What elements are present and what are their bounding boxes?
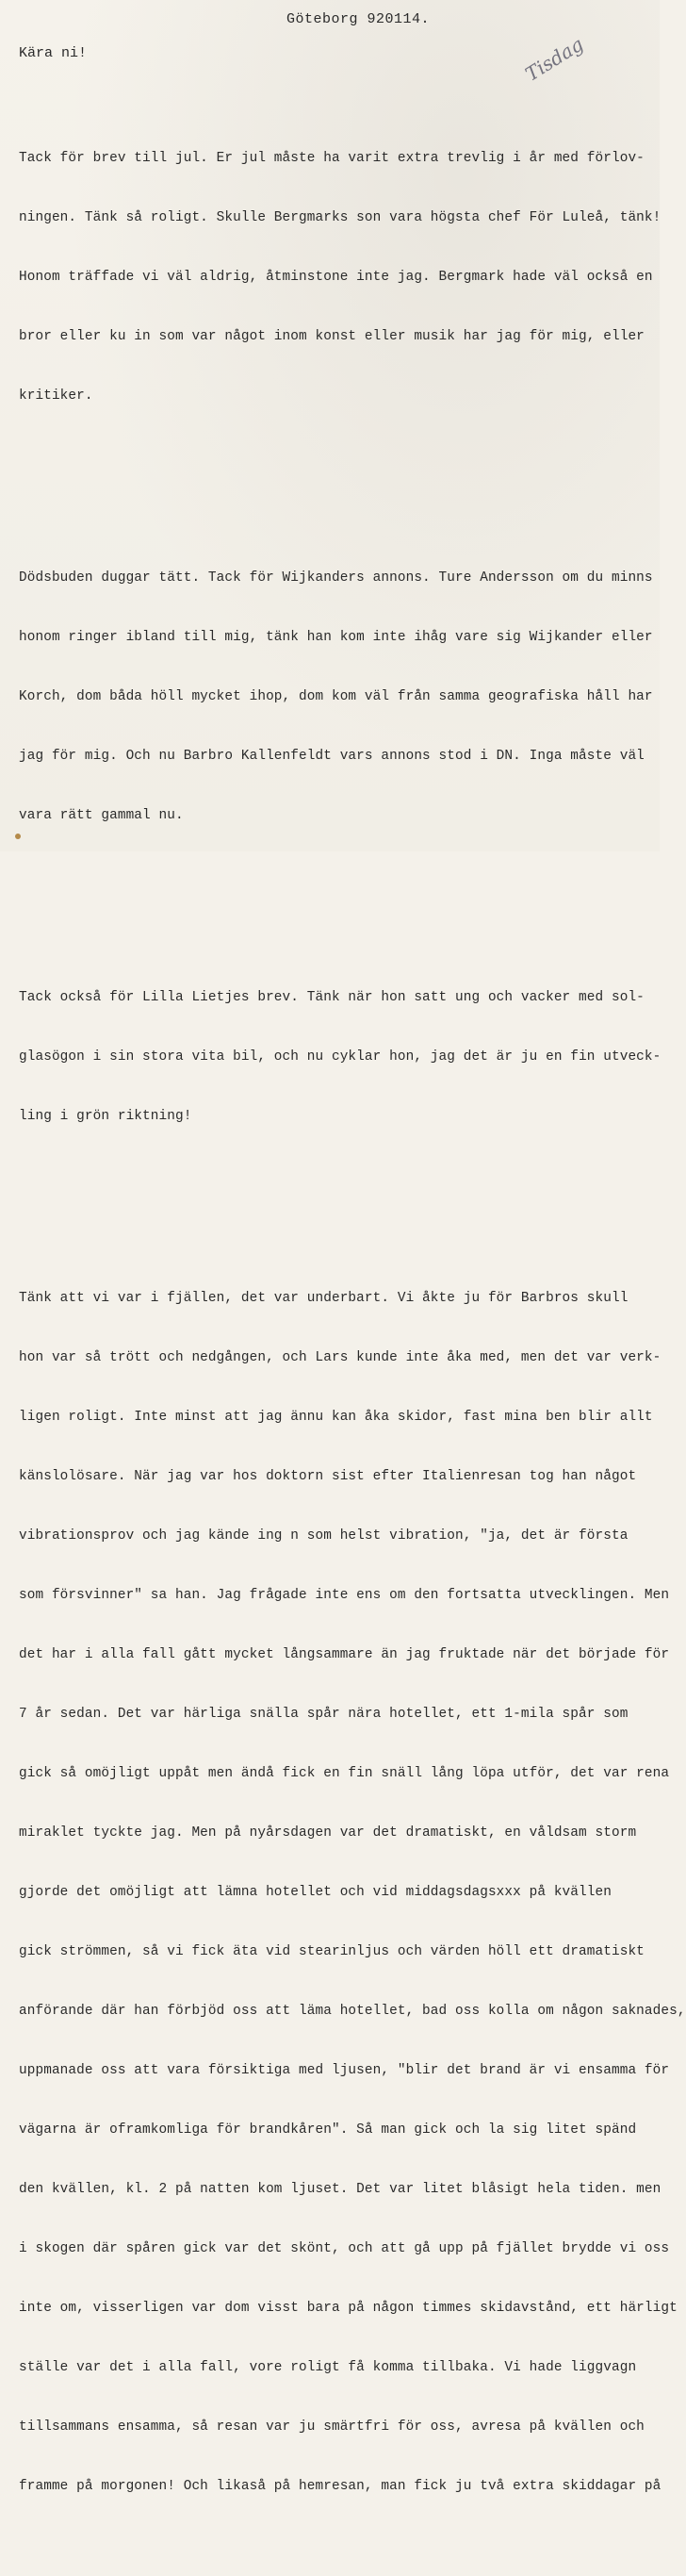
text-line: gick så omöjligt uppåt men ändå fick en fin snäll lång löpa utför, det var rena — [19, 1766, 670, 1781]
text-line: glasögon i sin stora vita bil, och nu cyklar hon, jag det är ju en fin utveck- — [19, 1049, 662, 1065]
text-line: anförande där han förbjöd oss att läma hotellet, bad oss kolla om någon saknades, — [19, 2004, 686, 2019]
text-line: honom ringer ibland till mig, tänk han kom inte ihåg vare sig Wijkander eller — [19, 630, 653, 645]
paragraph-2 — [19, 529, 652, 866]
text-line: ningen. Tänk så roligt. Skulle Bergmarks son vara högsta chef För Luleå, tänk! — [19, 210, 662, 225]
text-line: Tänk att vi var i fjällen, det var underbart. Vi åkte ju för Barbros skull — [19, 1291, 629, 1306]
text-line: kritiker. — [19, 388, 93, 404]
paragraph-1 — [19, 109, 662, 446]
text-line: vägarna är oframkomliga för brandkåren". Så man gick och la sig litet spänd — [19, 2122, 637, 2138]
text-line: vara rätt gammal nu. — [19, 808, 184, 823]
text-line: uppmanade oss att vara försiktiga med ljusen, "blir det brand är vi ensamma för — [19, 2063, 670, 2078]
text-line: som försvinner" sa han. Jag frågade inte ens om den fortsatta utvecklingen. Men — [19, 1588, 670, 1603]
letter-body — [19, 70, 686, 2576]
text-line: Honom träffade vi väl aldrig, åtminstone inte jag. Bergmark hade väl också en — [19, 270, 653, 285]
text-line: gick strömmen, så vi fick äta vid stearinljus och värden höll ett dramatiskt — [19, 1944, 645, 1959]
text-line: hon var så trött och nedgången, och Lars kunde inte åka med, men det var verk- — [19, 1350, 662, 1365]
text-line: inte om, visserligen var dom visst bara på någon timmes skidavstånd, ett härligt — [19, 2301, 678, 2316]
text-line: gjorde det omöjligt att lämna hotellet och vid middagsdagsxxx på kvällen — [19, 1885, 612, 1900]
date-line: Göteborg 920114. — [286, 11, 431, 27]
paragraph-4 — [19, 1249, 686, 2536]
paper-hole — [15, 834, 21, 839]
text-line: bror eller ku in som var något inom konst eller musik har jag för mig, eller — [19, 329, 645, 344]
text-line: framme på morgonen! Och likaså på hemresan, man fick ju två extra skiddagar på — [19, 2479, 662, 2494]
text-line: i skogen där spåren gick var det skönt, och att gå upp på fjället brydde vi oss — [19, 2241, 670, 2256]
text-line: Korch, dom båda höll mycket ihop, dom kom väl från samma geografiska håll har — [19, 689, 653, 704]
text-line: det har i alla fall gått mycket långsammare än jag fruktade när det började för — [19, 1647, 670, 1662]
text-line: den kvällen, kl. 2 på natten kom ljuset. Det var litet blåsigt hela tiden. men — [19, 2182, 662, 2197]
text-line: jag för mig. Och nu Barbro Kallenfeldt vars annons stod i DN. Inga måste väl — [19, 749, 645, 764]
paragraph-3 — [19, 949, 662, 1166]
text-line: Tack för brev till jul. Er jul måste ha varit extra trevlig i år med förlov- — [19, 151, 645, 166]
greeting: Kära ni! — [19, 45, 88, 61]
text-line: 7 år sedan. Det var härliga snälla spår nära hotellet, ett 1-mila spår som — [19, 1707, 629, 1722]
text-line: miraklet tyckte jag. Men på nyårsdagen var det dramatiskt, en våldsam storm — [19, 1825, 637, 1841]
text-line: ling i grön riktning! — [19, 1109, 192, 1124]
text-line: Tack också för Lilla Lietjes brev. Tänk när hon satt ung och vacker med sol- — [19, 990, 645, 1005]
handwritten-note: Tisdag — [521, 32, 588, 86]
text-line: tillsammans ensamma, så resan var ju smärtfri för oss, avresa på kvällen och — [19, 2419, 645, 2435]
text-line: Dödsbuden duggar tätt. Tack för Wijkanders annons. Ture Andersson om du minns — [19, 570, 653, 586]
text-line: ställe var det i alla fall, vore roligt få komma tillbaka. Vi hade liggvagn — [19, 2360, 637, 2375]
text-line: ligen roligt. Inte minst att jag ännu kan åka skidor, fast mina ben blir allt — [19, 1410, 653, 1425]
text-line: vibrationsprov och jag kände ing n som helst vibration, "ja, det är första — [19, 1528, 629, 1544]
text-line: känslolösare. När jag var hos doktorn sist efter Italienresan tog han något — [19, 1469, 637, 1484]
